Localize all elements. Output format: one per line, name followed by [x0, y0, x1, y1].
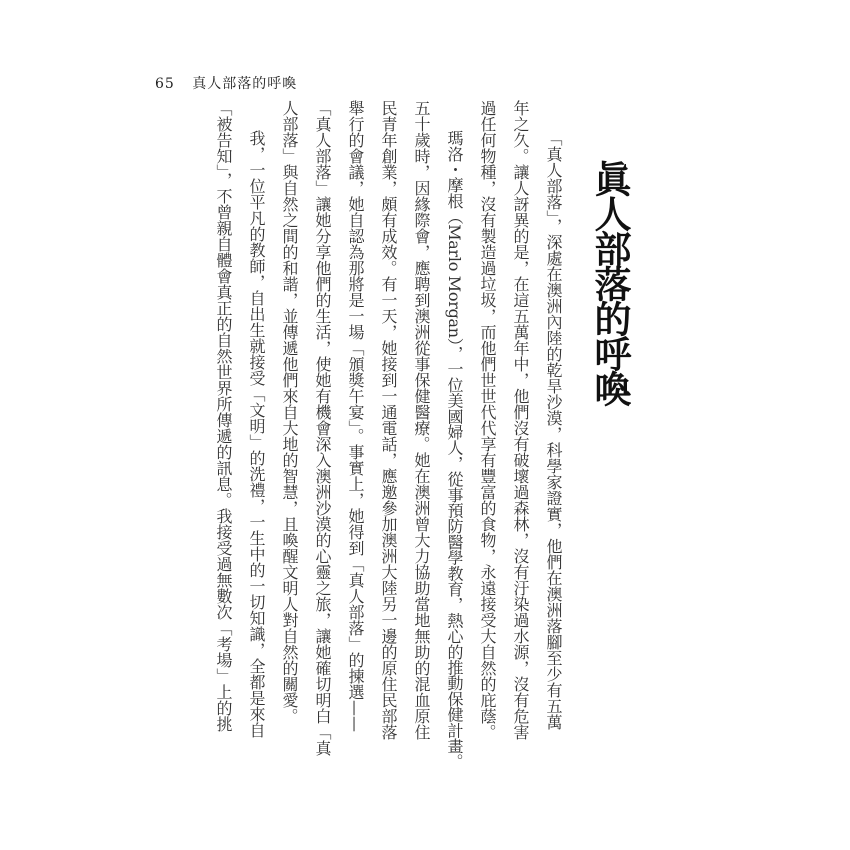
text-line: 我，一位平凡的教師，自出生就接受「文明」的洗禮，一生中的一切知識，全都是來自 [247, 130, 266, 738]
text-line: 瑪洛・摩根（Marlo Morgan），一位美國婦人，從事預防醫學教育，熱心的推動保健計畫。 [445, 130, 464, 770]
text-line: 「真人部落」讓她分享他們的生活，使她有機會深入澳洲沙漠的心靈之旅，讓她確切明白「真 [313, 100, 332, 756]
text-line: 舉行的會議，她自認為那將是一場「頒獎午宴」。事實上，她得到「真人部落」的揀選—— [346, 100, 365, 732]
text-line: 過任何物種，沒有製造過垃圾，而他們世世代代享有豐富的食物，永遠接受大自然的庇蔭。 [478, 100, 497, 740]
page-number: 65 [155, 76, 175, 92]
text-line: 「被告知」，不曾親自體會真正的自然世界所傳遞的訊息。我接受過無數次「考場」上的挑 [214, 100, 233, 732]
body-text [207, 100, 570, 770]
text-line: 「真人部落」，深處在澳洲內陸的乾旱沙漠，科學家證實，他們在澳洲落腳至少有五萬 [544, 130, 563, 730]
text-line: 五十歲時，因緣際會，應聘到澳洲從事保健醫療。她在澳洲曾大力協助當地無助的混血原住 [412, 100, 431, 740]
page-header [155, 73, 297, 93]
text-line: 人部落」與自然之間的和諧，並傳遞他們來自大地的智慧，且喚醒文明人對自然的關愛。 [280, 100, 299, 724]
text-line: 民青年創業，頗有成效。有一天，她接到一通電話，應邀參加澳洲大陸另一邊的原住民部落 [379, 100, 398, 740]
chapter-title: 眞人部落的呼喚 [588, 160, 632, 405]
running-title: 真人部落的呼喚 [192, 76, 298, 92]
text-line: 年之久。讓人訝異的是，在這五萬年中，他們沒有破壞過森林，沒有汙染過水源，沒有危害 [511, 100, 530, 740]
